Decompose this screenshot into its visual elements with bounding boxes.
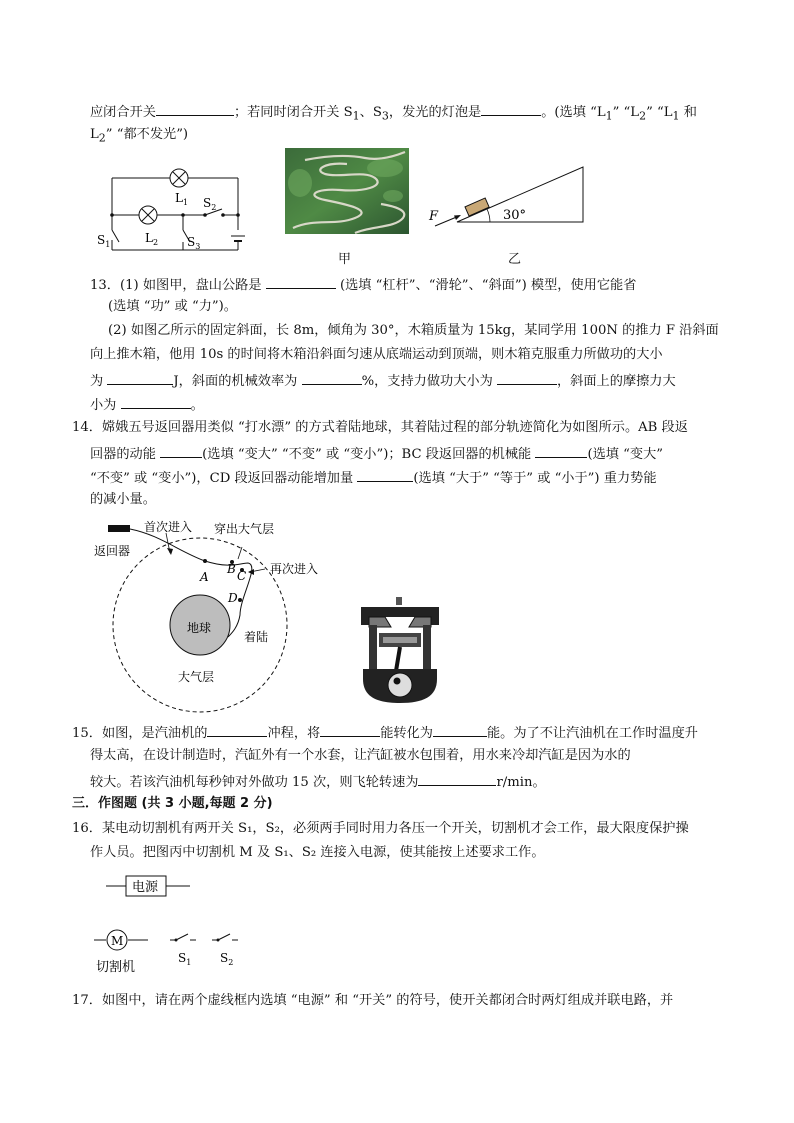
- answer-blank[interactable]: [357, 467, 413, 482]
- svg-text:A: A: [200, 570, 209, 584]
- label-S2: $S_2$: [203, 196, 217, 212]
- caption-jia: 甲: [338, 252, 352, 267]
- svg-text:穿出大气层: 穿出大气层: [214, 522, 275, 536]
- q13-line3: (2) 如图乙所示的固定斜面，长 8m，倾角为 30°，木箱质量为 15kg，某同学用 100N 的推力 F 沿斜面: [108, 323, 719, 338]
- answer-blank[interactable]: [497, 370, 557, 385]
- svg-text:地球: 地球: [187, 621, 212, 635]
- q13-line1: 13．(1) 如图甲，盘山公路是 (选填 “杠杆”、“滑轮”、“斜面”) 模型，使用它能省: [90, 274, 636, 295]
- q15-line3: 较大。若该汽油机每秒钟对外做功 15 次，则飞轮转速为 r/min。: [90, 771, 546, 792]
- q13-line2: (选填 “功” 或 “力”)。: [108, 299, 237, 314]
- q15-line2: 得太高，在设计制造时，汽缸外有一个水套，让汽缸被水包围着，用水来冷却汽缸是因为水的: [90, 748, 631, 763]
- q14-line2: 回器的动能 (选填 “变大” “不变” 或 “变小”)；BC 段返回器的机械能 (选填 “变大”: [90, 443, 663, 464]
- q12-line1: 应闭合开关 ；若同时闭合开关 $S_1$、$S_3$，发光的灯泡是 。(选填 “$L_1$” “$L_2$” “$L_1$ 和: [90, 101, 697, 126]
- svg-text:切割机: 切割机: [96, 960, 136, 975]
- answer-blank[interactable]: [107, 370, 173, 385]
- cutter-circuit-parts: [90, 872, 250, 982]
- q12-line2: $L_2$” “都不发光”): [90, 127, 189, 145]
- svg-text:大气层: 大气层: [178, 670, 215, 684]
- label-L2: $L_2$: [145, 231, 159, 247]
- q15-line1: 15．如图，是汽油机的 冲程，将 能转化为 能。为了不让汽油机在工作时温度升: [72, 722, 698, 743]
- answer-blank[interactable]: [121, 394, 191, 409]
- answer-blank[interactable]: [156, 101, 234, 116]
- circuit-diagram-1: [95, 160, 255, 255]
- q13-line5: 为 J，斜面的机械效率为 %，支持力做功大小为 ，斜面上的摩擦力大: [90, 370, 676, 391]
- label-L1: $L_1$: [175, 191, 189, 207]
- engine-diagram: [355, 595, 445, 705]
- caption-yi: 乙: [508, 252, 522, 267]
- q13-line4: 向上推木箱，他用 10s 的时间将木箱沿斜面匀速从底端运动到顶端，则木箱克服重力所做功的大小: [90, 347, 663, 362]
- angle-label: 30°: [503, 208, 527, 223]
- q16-line2: 作人员。把图丙中切割机 M 及 S₁、S₂ 连接入电源，使其能按上述要求工作。: [90, 845, 545, 860]
- trajectory-diagram: [90, 515, 340, 715]
- answer-blank[interactable]: [160, 443, 202, 458]
- svg-text:着陆: 着陆: [244, 630, 269, 644]
- svg-text:再次进入: 再次进入: [270, 562, 319, 576]
- q13-line6: 小为 。: [90, 394, 204, 415]
- label-S3: $S_3$: [187, 235, 201, 251]
- svg-text:电源: 电源: [132, 880, 159, 895]
- q14-line4: 的减小量。: [90, 492, 156, 507]
- label-S1: $S_1$: [97, 233, 111, 249]
- svg-text:返回器: 返回器: [94, 544, 131, 558]
- svg-text:S1: $S_1$: [178, 951, 192, 967]
- answer-blank[interactable]: [418, 771, 496, 786]
- answer-blank[interactable]: [302, 370, 362, 385]
- q14-line3: “不变” 或 “变小”)，CD 段返回器动能增加量 (选填 “大于” “等于” 或 “小于”) 重力势能: [90, 467, 657, 488]
- q17-line1: 17．如图中，请在两个虚线框内选填 “电源” 和 “开关” 的符号，使开关都闭合时两灯组成并联电路，并: [72, 993, 674, 1008]
- incline-diagram: [425, 162, 590, 232]
- svg-text:M: M: [111, 934, 124, 948]
- answer-blank[interactable]: [535, 443, 587, 458]
- answer-blank[interactable]: [433, 722, 487, 737]
- answer-blank[interactable]: [320, 722, 380, 737]
- svg-text:C: C: [237, 569, 247, 583]
- mountain-road-photo: [285, 148, 409, 234]
- svg-text:B: B: [227, 562, 236, 576]
- answer-blank[interactable]: [481, 101, 541, 116]
- answer-blank[interactable]: [207, 722, 267, 737]
- svg-text:首次进入: 首次进入: [144, 520, 193, 534]
- svg-text:D: D: [228, 591, 238, 605]
- force-label: F: [429, 209, 439, 224]
- answer-blank[interactable]: [266, 274, 336, 289]
- svg-text:S2: $S_2$: [220, 951, 234, 967]
- q14-line1: 14．嫦娥五号返回器用类似 “打水漂” 的方式着陆地球，其着陆过程的部分轨迹简化为如图所示。AB 段返: [72, 420, 688, 435]
- section-heading: 三．作图题 (共 3 小题,每题 2 分): [72, 796, 273, 811]
- q16-line1: 16．某电动切割机有两开关 S₁，S₂，必须两手同时用力各压一个开关，切割机才会工作，最大限度保护操: [72, 821, 689, 836]
